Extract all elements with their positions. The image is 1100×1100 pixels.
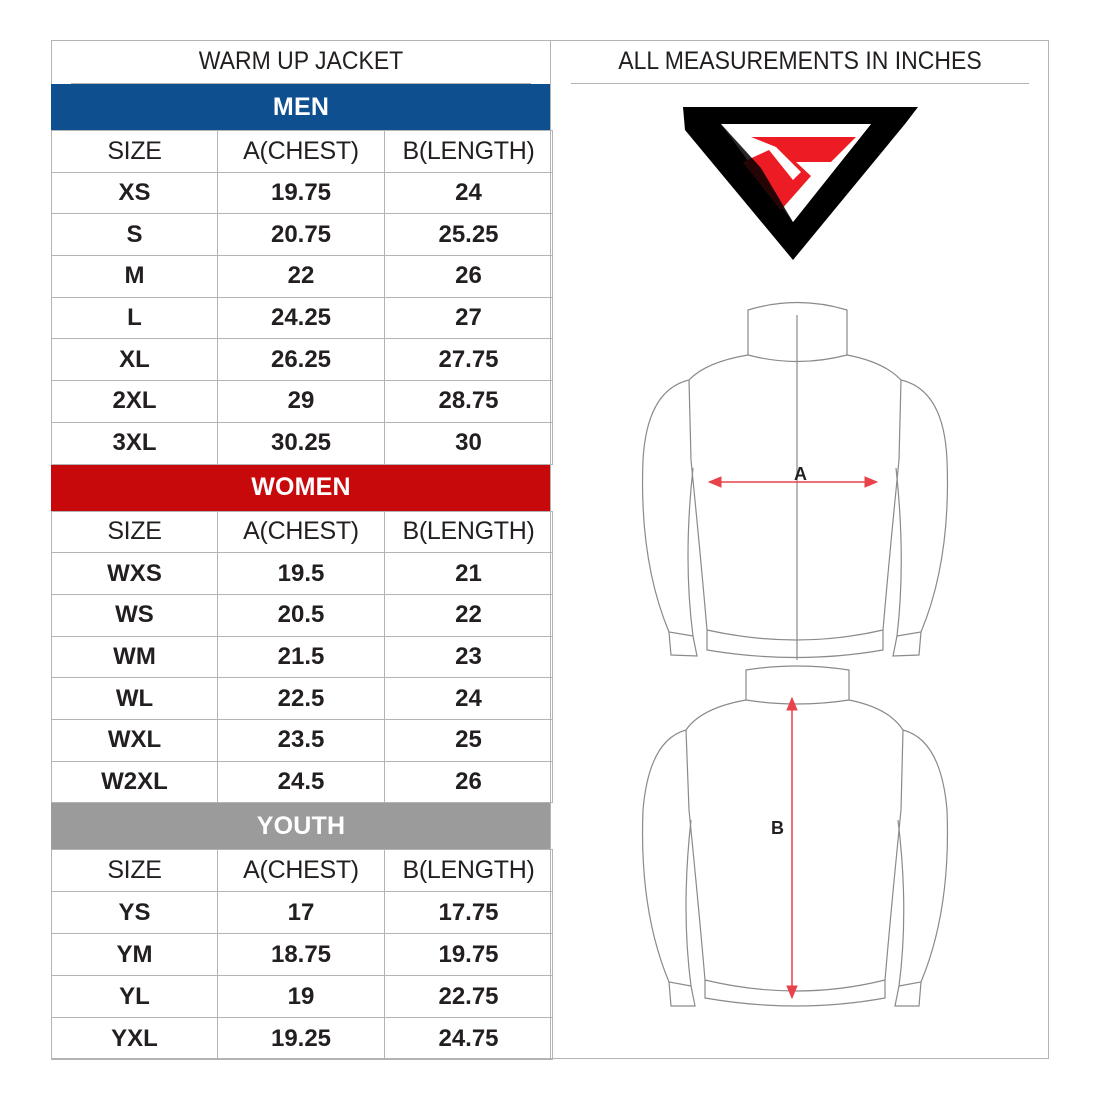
- measurement-units-title: ALL MEASUREMENTS IN INCHES: [571, 40, 1029, 84]
- size-cell: YL: [52, 976, 218, 1018]
- size-cell: WM: [52, 636, 218, 678]
- jacket-diagram: [551, 40, 1050, 1059]
- table-row: [52, 976, 553, 1018]
- column-header: SIZE: [52, 511, 218, 553]
- size-cell: YXL: [52, 1018, 218, 1060]
- chest-cell: 23.5: [218, 719, 385, 761]
- size-cell: WXL: [52, 719, 218, 761]
- men-size-table: [51, 130, 553, 465]
- chest-cell: 22.5: [218, 678, 385, 720]
- chest-cell: 26.25: [218, 339, 385, 381]
- chart-title: WARM UP JACKET: [71, 40, 531, 84]
- table-header-row: [52, 850, 553, 892]
- column-header: B(LENGTH): [385, 850, 553, 892]
- column-header: B(LENGTH): [385, 511, 553, 553]
- table-row: [52, 422, 553, 464]
- length-cell: 24: [385, 172, 553, 214]
- size-cell: XS: [52, 172, 218, 214]
- length-measurement-arrow: [787, 698, 797, 998]
- length-cell: 30: [385, 422, 553, 464]
- chest-measurement-arrow: [709, 477, 877, 487]
- table-row: [52, 636, 553, 678]
- size-cell: 2XL: [52, 381, 218, 423]
- length-cell: 19.75: [385, 934, 553, 976]
- column-header: SIZE: [52, 850, 218, 892]
- chest-cell: 20.5: [218, 594, 385, 636]
- women-section-header: WOMEN: [51, 465, 551, 511]
- length-cell: 22.75: [385, 976, 553, 1018]
- table-row: [52, 172, 553, 214]
- size-cell: W2XL: [52, 761, 218, 803]
- chest-cell: 17: [218, 892, 385, 934]
- size-cell: WL: [52, 678, 218, 720]
- chest-cell: 21.5: [218, 636, 385, 678]
- chest-cell: 18.75: [218, 934, 385, 976]
- length-cell: 21: [385, 553, 553, 595]
- column-header: A(CHEST): [218, 131, 385, 173]
- table-row: [52, 761, 553, 803]
- women-size-table: [51, 511, 553, 804]
- length-cell: 27: [385, 297, 553, 339]
- men-section-header: MEN: [51, 84, 551, 130]
- size-cell: 3XL: [52, 422, 218, 464]
- table-row: [52, 892, 553, 934]
- chest-cell: 30.25: [218, 422, 385, 464]
- chest-cell: 29: [218, 381, 385, 423]
- column-header: A(CHEST): [218, 511, 385, 553]
- table-row: [52, 1018, 553, 1060]
- jacket-back-icon: [643, 666, 948, 1006]
- size-cell: YM: [52, 934, 218, 976]
- length-cell: 17.75: [385, 892, 553, 934]
- size-chart-tables: [51, 40, 551, 1060]
- size-cell: S: [52, 214, 218, 256]
- size-cell: L: [52, 297, 218, 339]
- size-cell: WXS: [52, 553, 218, 595]
- chest-cell: 19.5: [218, 553, 385, 595]
- chest-cell: 20.75: [218, 214, 385, 256]
- table-row: [52, 934, 553, 976]
- length-cell: 26: [385, 256, 553, 298]
- chest-cell: 24.25: [218, 297, 385, 339]
- table-header-row: [52, 511, 553, 553]
- length-cell: 24: [385, 678, 553, 720]
- table-row: [52, 719, 553, 761]
- table-row: [52, 297, 553, 339]
- youth-section-header: YOUTH: [51, 803, 551, 849]
- table-row: [52, 214, 553, 256]
- column-header: B(LENGTH): [385, 131, 553, 173]
- chest-measurement-label: A: [794, 464, 807, 484]
- length-measurement-label: B: [771, 818, 784, 838]
- table-row: [52, 594, 553, 636]
- length-cell: 22: [385, 594, 553, 636]
- table-row: [52, 339, 553, 381]
- table-row: [52, 256, 553, 298]
- table-row: [52, 553, 553, 595]
- length-cell: 28.75: [385, 381, 553, 423]
- length-cell: 27.75: [385, 339, 553, 381]
- column-header: A(CHEST): [218, 850, 385, 892]
- size-cell: XL: [52, 339, 218, 381]
- youth-size-table: [51, 849, 553, 1060]
- chest-cell: 24.5: [218, 761, 385, 803]
- size-cell: WS: [52, 594, 218, 636]
- chest-cell: 19.75: [218, 172, 385, 214]
- table-row: [52, 381, 553, 423]
- table-header-row: [52, 131, 553, 173]
- length-cell: 26: [385, 761, 553, 803]
- column-header: SIZE: [52, 131, 218, 173]
- size-cell: YS: [52, 892, 218, 934]
- measurement-diagram-panel: [550, 40, 1049, 1059]
- chest-cell: 19.25: [218, 1018, 385, 1060]
- size-cell: M: [52, 256, 218, 298]
- length-cell: 25: [385, 719, 553, 761]
- table-row: [52, 678, 553, 720]
- length-cell: 24.75: [385, 1018, 553, 1060]
- length-cell: 23: [385, 636, 553, 678]
- chest-cell: 22: [218, 256, 385, 298]
- length-cell: 25.25: [385, 214, 553, 256]
- chest-cell: 19: [218, 976, 385, 1018]
